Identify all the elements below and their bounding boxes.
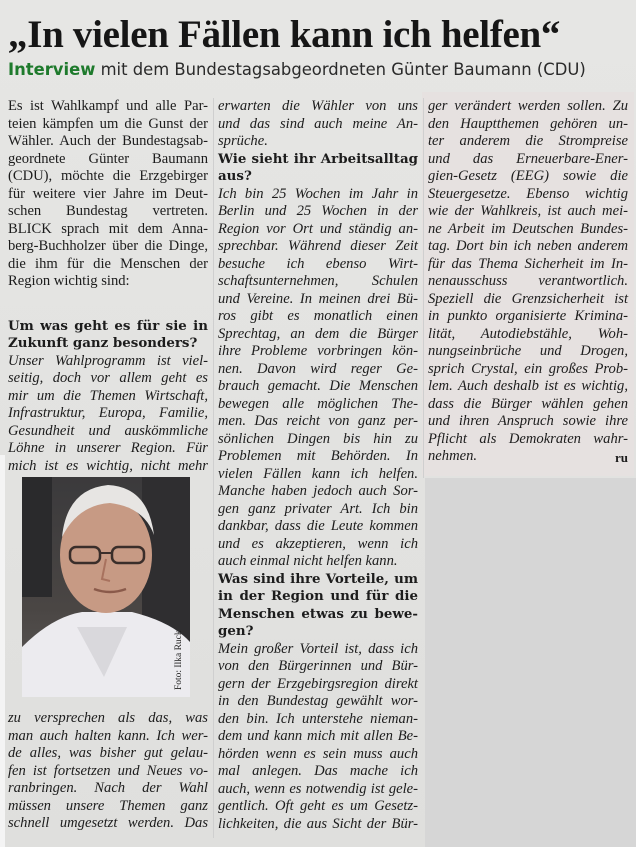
text-line: teien kämpfen um die Gunst der [8, 115, 208, 132]
text-line: ter anderem die Strompreise [428, 133, 628, 149]
column-2 [218, 98, 418, 833]
text-line: lität, Autodiebstähle, Woh- [428, 325, 628, 342]
page-edge [0, 455, 5, 847]
text-line: ros gibt es monatlich einen [218, 308, 418, 324]
text-line: Region wichtig sind: [8, 273, 130, 289]
column-1-bottom [8, 710, 208, 833]
interview-answer [218, 98, 418, 151]
text-line: und Vereine. In meinen drei Bü- [218, 290, 418, 307]
text-line: Pflicht als Demokraten wahr- [428, 430, 628, 447]
text-line: (CDU), möchte die Erzgebirger [8, 168, 208, 184]
text-line: den bin. Ich unterstehe nieman- [218, 710, 418, 727]
text-line: und das Erneuerbare-Ener- [428, 150, 628, 167]
portrait-photo [22, 477, 190, 697]
text-line: die ihm für die Menschen der [8, 255, 208, 272]
text-line: für weitere vier Jahre im Deut- [8, 185, 208, 202]
subtitle-text: mit dem Bundestagsabgeordneten Günter Baumann (CDU) [95, 60, 586, 79]
text-line: gentlich. Oft geht es um Gesetz- [218, 798, 418, 814]
text-line: Infrastruktur, Europa, Familie, [8, 405, 208, 421]
text-line: auch einmal nicht helfen kann. [218, 553, 398, 569]
text-line: Menschen etwas zu bewe- [218, 605, 418, 622]
photo-credit: Foto: Ilka Ruck [174, 630, 184, 690]
text-line: bewegen alle möglichen The- [218, 395, 418, 412]
text-line: Steuergesetze. Ebenso wichtig [428, 185, 628, 202]
text-line: berg-Buchholzer über die Dinge, [8, 238, 208, 254]
text-line: Wähler. Auch der Bundestagsab- [8, 133, 208, 149]
interview-answer [8, 710, 208, 833]
text-line: Region vor Ort und ständig an- [218, 220, 418, 237]
text-line: von den Bürgerinnen und Bür- [218, 658, 418, 674]
text-line: Unser Wahlprogramm ist viel- [8, 352, 208, 369]
text-line: men. Das reicht von ganz per- [218, 413, 418, 429]
text-line: in den Bundestag gewählt wor- [218, 693, 418, 709]
text-line: ger verändert werden sollen. Zu [428, 98, 628, 114]
subtitle-keyword: Interview [8, 60, 96, 79]
text-line: Zukunft ganz besonders? [8, 335, 198, 351]
headline: „In vielen Fällen kann ich helfen“ [8, 13, 561, 56]
text-line: den Hauptthemen gehören un- [428, 115, 628, 132]
text-line: dankbar, dass die Leute kommen [218, 518, 418, 534]
text-line: mich ist es wichtig, nicht mehr [8, 457, 208, 474]
text-line: schnell umgesetzt werden. Das [8, 815, 208, 831]
text-line: gen? [218, 623, 254, 639]
text-line: nenausschuss verantwortlich. [428, 273, 628, 289]
text-line: schaftsunternehmen, Schulen [218, 273, 418, 289]
text-line: nungseinbrüche und Drogen, [428, 343, 628, 359]
subtitle [8, 60, 586, 79]
text-line: Speziell die Grenzsicherheit ist [428, 290, 628, 307]
text-line: mir um die Themen Wirtschaft, [8, 387, 208, 404]
text-line: fen ist fortsetzen und Neues vo- [8, 762, 208, 779]
text-line: in punkto organisierte Krimina- [428, 308, 628, 324]
text-line: Um was geht es für sie in [8, 317, 208, 334]
text-line: tag. Dort bin ich neben anderem [428, 238, 628, 254]
portrait-illustration [22, 477, 190, 697]
text-line: dass die Bürger wählen gehen [428, 395, 628, 412]
text-line: gern der Erzgebirgsregion direkt [218, 675, 418, 692]
text-line: lichkeiten, die aus Sicht der Bür- [218, 815, 418, 832]
text-line: auch, wenn es notwendig ist gele- [218, 780, 418, 797]
text-line: Berlin und 25 Wochen in der [218, 203, 418, 219]
interview-answer [8, 353, 208, 476]
text-line: nehmen. [428, 448, 478, 464]
text-line: für das Thema Sicherheit im In- [428, 255, 628, 272]
text-line: und es akzeptieren, wenn ich [218, 535, 418, 552]
text-line: erwarten die Wähler von uns [218, 98, 418, 114]
text-line: zu versprechen als das, was [8, 710, 208, 726]
text-line: seitig, doch vor allem geht es [8, 370, 208, 386]
text-line: lem. Auch deshalb ist es wichtig, [428, 378, 628, 394]
blank-area [425, 478, 636, 847]
interview-question [218, 571, 418, 641]
text-line: mal anlegen. Das mache ich [218, 763, 418, 779]
column-3 [428, 98, 628, 466]
interview-question [218, 151, 418, 186]
text-line: nen. Davon wird reger Ge- [218, 360, 418, 377]
interview-answer [428, 98, 628, 466]
text-line: wie der Wahlkreis, ist auch mei- [428, 203, 628, 219]
text-line: man auch halten kann. Ich wer- [8, 727, 208, 744]
text-line: ranbringen. Nach der Wahl [8, 780, 208, 796]
text-line: Ich bin 25 Wochen im Jahr in [218, 185, 418, 202]
text-line: vielen Fällen kann ich helfen. [218, 465, 418, 482]
text-line: Manche haben jedoch auch Sor- [218, 483, 418, 499]
column-divider [213, 98, 214, 838]
text-line: Sprechtag, an dem die Bürger [218, 325, 418, 342]
text-line: aus? [218, 168, 252, 184]
text-line: dem und kann mich mit allen Be- [218, 728, 418, 744]
intro-paragraph [8, 98, 208, 291]
text-line: geordnete Günter Baumann [8, 150, 208, 167]
text-line: Was sind ihre Vorteile, um [218, 570, 418, 587]
text-line: in der Region und für die [218, 588, 418, 604]
text-line: Es ist Wahlkampf und alle Par- [8, 98, 208, 114]
interview-answer [218, 641, 418, 834]
text-line: sprechbar. Während dieser Zeit [218, 238, 418, 254]
text-line: Löhne in unserer Region. Für [8, 440, 208, 456]
text-line: hörden wenn es sein muss auch [218, 745, 418, 762]
column-divider [423, 98, 424, 478]
text-line: gien-Gesetz (EEG) sowie die [428, 168, 628, 184]
text-line: müssen unsere Themen ganz [8, 797, 208, 814]
text-line: Gesundheit und auskömmliche [8, 422, 208, 439]
text-line: sprich Crystal, ein großes Prob- [428, 360, 628, 377]
text-line: brauch gemacht. Die Menschen [218, 378, 418, 394]
text-line: BLICK sprach mit dem Anna- [8, 220, 208, 237]
column-1-top [8, 98, 208, 475]
interview-answer [218, 186, 418, 571]
text-line: ihre Probleme vorbringen kön- [218, 343, 418, 359]
text-line: Mein großer Vorteil ist, dass ich [218, 640, 418, 657]
text-line: de alles, was bisher gut gelau- [8, 745, 208, 761]
text-line: ne Arbeit im Deutschen Bundes- [428, 220, 628, 237]
text-line: besuche ich ebenso Wirt- [218, 255, 418, 272]
author-signature: ru [615, 449, 628, 465]
interview-question [8, 318, 208, 353]
text-line: Wie sieht ihr Arbeitsalltag [218, 150, 418, 167]
text-line: Problemen mit Behörden. In [218, 448, 418, 464]
text-line: sönlichen Dingen bis hin zu [218, 430, 418, 447]
text-line: und das sind auch meine An- [218, 115, 418, 132]
text-line: schen Bundestag vertreten. [8, 203, 208, 219]
text-line: und ihren Anspruch sowie ihre [428, 413, 628, 429]
text-line: gen ganz privater Art. Ich bin [218, 500, 418, 517]
text-line: sprüche. [218, 133, 268, 149]
